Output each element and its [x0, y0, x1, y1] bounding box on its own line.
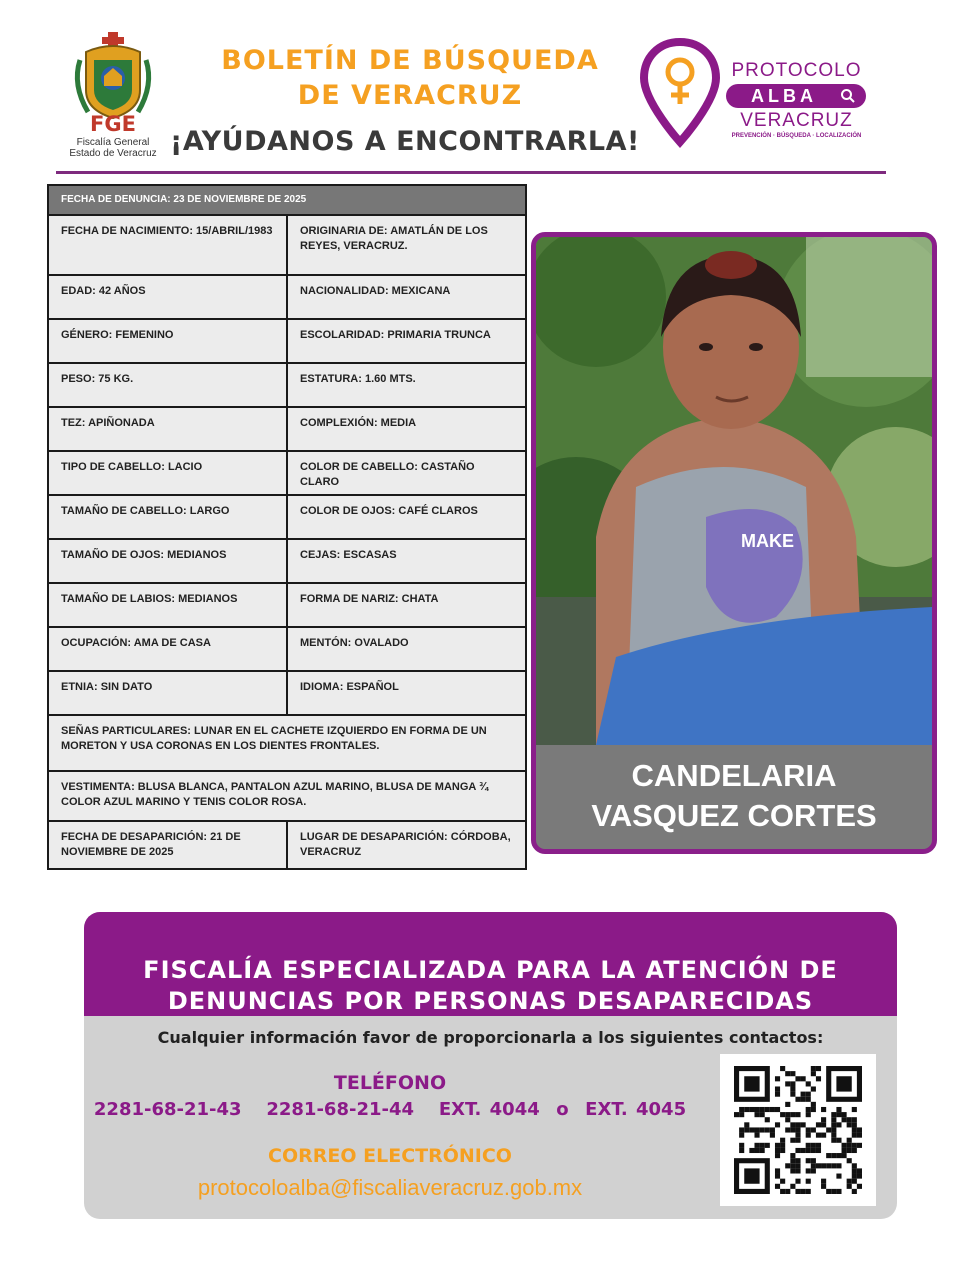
info-table: [47, 184, 527, 870]
table-header-row: [49, 186, 525, 216]
eyebrows: CEJAS: ESCASAS: [286, 540, 525, 582]
contact-panel: [84, 912, 897, 1219]
fge-abbr: FGE: [90, 112, 136, 136]
lip-size: TAMAÑO DE LABIOS: MEDIANOS: [61, 593, 238, 605]
bulletin-title-line1: BOLETÍN DE BÚSQUEDA: [221, 45, 599, 76]
table-row: [49, 364, 525, 408]
gender: GÉNERO: FEMENINO: [61, 329, 174, 341]
occupation: OCUPACIÓN: AMA DE CASA: [61, 637, 211, 649]
fge-name-line2: Estado de Veracruz: [69, 148, 157, 159]
bulletin-title-line2: DE VERACRUZ: [297, 80, 523, 111]
table-row: [49, 276, 525, 320]
fge-name-line1: Fiscalía General: [76, 137, 150, 148]
email-label: CORREO ELECTRÓNICO: [268, 1145, 512, 1167]
hair-type: TIPO DE CABELLO: LACIO: [61, 461, 203, 473]
missing-person-photo: [536, 237, 932, 745]
table-row: [49, 496, 525, 540]
table-row: [49, 216, 525, 276]
location-pin-icon: [640, 38, 720, 148]
table-row: [49, 628, 525, 672]
person-name-line1: CANDELARIA: [631, 758, 837, 793]
email-link[interactable]: protocoloalba@fiscaliaveracruz.gob.mx: [197, 1175, 583, 1200]
table-row: [49, 408, 525, 452]
person-name-line2: VASQUEZ CORTES: [591, 798, 877, 833]
table-row: [49, 584, 525, 628]
protocolo-tagline: PREVENCIÓN · BÚSQUEDA · LOCALIZACIÓN: [731, 133, 862, 139]
report-date: FECHA DE DENUNCIA: 23 DE NOVIEMBRE DE 2025: [49, 186, 525, 214]
table-row: [49, 452, 525, 496]
shirt-text: MAKE: [741, 531, 794, 551]
contact-intro: Cualquier información favor de proporcionarla a los siguientes contactos:: [157, 1028, 824, 1047]
table-row: [49, 540, 525, 584]
search-icon: [840, 88, 856, 104]
age: EDAD: 42 AÑOS: [61, 285, 146, 297]
education: ESCOLARIDAD: PRIMARIA TRUNCA: [286, 320, 525, 362]
birth-date: FECHA DE NACIMIENTO: 15/ABRIL/1983: [61, 225, 273, 237]
qr-code-icon: [734, 1066, 862, 1194]
hair-color: COLOR DE CABELLO: CASTAÑO CLARO: [286, 452, 525, 494]
language: IDIOMA: ESPAÑOL: [286, 672, 525, 714]
fiscalia-band: [84, 912, 897, 1016]
fiscalia-line1: FISCALÍA ESPECIALIZADA PARA LA ATENCIÓN DE: [143, 956, 838, 984]
phone-numbers: 2281-68-21-43 2281-68-21-44 EXT. 4044 o EXT. 4045: [93, 1099, 687, 1120]
table-row: [49, 772, 525, 822]
ethnicity: ETNIA: SIN DATO: [61, 681, 153, 693]
disappearance-place: LUGAR DE DESAPARICIÓN: CÓRDOBA, VERACRUZ: [286, 822, 525, 868]
weight: PESO: 75 KG.: [61, 373, 134, 385]
height: ESTATURA: 1.60 MTS.: [286, 364, 525, 406]
distinguishing-marks: SEÑAS PARTICULARES: LUNAR EN EL CACHETE IZQUIERDO EN FORMA DE UN MORETON Y USA CORONAS EN LOS DIENTES FRONTALES.: [61, 725, 487, 752]
build: COMPLEXIÓN: MEDIA: [286, 408, 525, 450]
chin: MENTÓN: OVALADO: [286, 628, 525, 670]
header-divider: [56, 171, 886, 174]
eye-color: COLOR DE OJOS: CAFÉ CLAROS: [286, 496, 525, 538]
eye-size: TAMAÑO DE OJOS: MEDIANOS: [61, 549, 227, 561]
skin-tone: TEZ: APIÑONADA: [61, 417, 155, 429]
hair-length: TAMAÑO DE CABELLO: LARGO: [61, 505, 230, 517]
table-row: [49, 672, 525, 716]
table-row: [49, 716, 525, 772]
bulletin-subtitle: ¡AYÚDANOS A ENCONTRARLA!: [170, 126, 640, 157]
clothing: VESTIMENTA: BLUSA BLANCA, PANTALON AZUL MARINO, BLUSA DE MANGA ¾ COLOR AZUL MARINO Y TENIS COLOR ROSA.: [61, 781, 489, 808]
disappearance-date: FECHA DE DESAPARICIÓN: 21 DE NOVIEMBRE DE 2025: [61, 831, 241, 858]
nose-shape: FORMA DE NARIZ: CHATA: [286, 584, 525, 626]
table-row: [49, 822, 525, 868]
phone-label: TELÉFONO: [333, 1072, 447, 1094]
alba-word: ALBA: [751, 86, 817, 106]
qr-code[interactable]: [720, 1054, 876, 1206]
nationality: NACIONALIDAD: MEXICANA: [286, 276, 525, 318]
fiscalia-line2: DENUNCIAS POR PERSONAS DESAPARECIDAS: [167, 987, 814, 1015]
veracruz-word: VERACRUZ: [740, 110, 853, 131]
alba-pill: [726, 84, 866, 108]
origin: ORIGINARIA DE: AMATLÁN DE LOS REYES, VERACRUZ.: [286, 216, 525, 274]
table-row: [49, 320, 525, 364]
protocolo-word: PROTOCOLO: [731, 60, 862, 81]
